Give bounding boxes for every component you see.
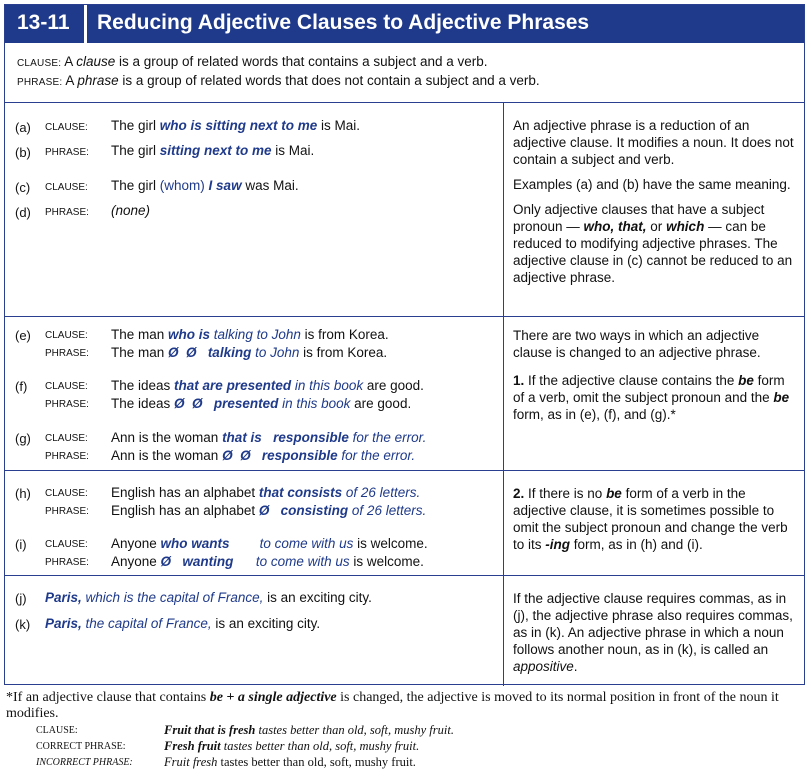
definition-term: phrase bbox=[77, 73, 119, 88]
example-d: (none) bbox=[111, 203, 151, 218]
section-3-explanation: 2. If there is no be form of a verb in the adjective clause, it is sometimes possible to omit the subject pronoun and change the verb to its -ing form, as in (h) and (i). bbox=[513, 486, 788, 552]
example-h-phrase: English has an alphabet Ø consisting of 26 letters. bbox=[111, 503, 427, 518]
example-e-clause: The man who is talking to John is from Korea. bbox=[111, 327, 389, 342]
example-h-clause: English has an alphabet that consists of 26 letters. bbox=[111, 485, 421, 500]
example-b: The girl sitting next to me is Mai. bbox=[111, 143, 315, 158]
definition-label: CLAUSE: bbox=[17, 58, 62, 69]
example-f-clause: The ideas that are presented in this book are good. bbox=[111, 378, 424, 393]
example-f-phrase: The ideas Ø Ø presented in this book are good. bbox=[111, 396, 412, 411]
section-4: (j) Paris, which is the capital of France, is an exciting city. (k) Paris, the capital of France, is an exciting city. If the adjective clause requires commas, as in (j), the adjective phrase also requires commas, as in (k). An adjective phrase in which a noun follows another noun, as in (k), is called an appositive. bbox=[5, 575, 804, 686]
example-a: The girl who is sitting next to me is Mai. bbox=[111, 118, 361, 133]
definition-term: clause bbox=[76, 54, 116, 69]
example-i-clause: Anyone who wants to come with us is welcome. bbox=[111, 536, 428, 551]
section-1-explanation: An adjective phrase is a reduction of an adjective clause. It modifies a noun. It does not contain a subject and verb. Examples (a) and (b) have the same meaning. Only adjective clauses that have a subject pronoun — who, that, or which — can be reduced to modifying adjective phrases. The adjective clause in (c) cannot be reduced to an adjective phrase. bbox=[513, 118, 794, 285]
definitions bbox=[17, 53, 540, 91]
example-g-phrase: Ann is the woman Ø Ø responsible for the error. bbox=[111, 448, 416, 463]
footnote-clause: Fruit that is fresh tastes better than old, soft, mushy fruit. bbox=[164, 723, 454, 737]
example-k: Paris, the capital of France, is an exciting city. bbox=[45, 616, 321, 631]
example-i-phrase: Anyone Ø wanting to come with us is welcome. bbox=[111, 554, 424, 569]
footnote-incorrect: Fruit fresh tastes better than old, soft, mushy fruit. bbox=[164, 755, 416, 769]
chart-number: 13-11 bbox=[17, 11, 70, 34]
chart-box bbox=[4, 4, 805, 685]
section-4-explanation: If the adjective clause requires commas, as in (j), the adjective phrase also requires commas, as in (k). An adjective phrase in which a noun follows another noun, as in (k), is called an appositive. bbox=[513, 591, 793, 674]
footnote-correct: Fresh fruit tastes better than old, soft, mushy fruit. bbox=[164, 739, 420, 753]
definition-phrase: PHRASE: A phrase is a group of related words that does not contain a subject and a verb. bbox=[17, 73, 540, 88]
section-2-explanation: There are two ways in which an adjective clause is changed to an adjective phrase. 1. If the adjective clause contains the be form of a verb, omit the subject pronoun and the be form, as in (e), (f), and (g).* bbox=[513, 328, 790, 422]
section-1: (a) CLAUSE: The girl who is sitting next to me is Mai. (b) PHRASE: The girl sitting next to me is Mai. (c) CLAUSE: The girl (whom) I saw was Mai. (d) PHRASE: (none) An adjective phrase is a reduction of an adjective clause. It modifies a noun. It does not contain a subject and verb. Examples (a) and (b) have the same meaning. Only adjective clauses that have a subject pronoun — who, that, or which — can be reduced to modifying adjective phrases. The adjective clause in (c) cannot be reduced to an adjective phrase. bbox=[5, 102, 804, 317]
title-separator bbox=[84, 5, 87, 43]
example-e-phrase: The man Ø Ø talking to John is from Korea. bbox=[111, 345, 388, 360]
example-g-clause: Ann is the woman that is responsible for the error. bbox=[111, 430, 427, 445]
example-j: Paris, which is the capital of France, is an exciting city. bbox=[45, 590, 372, 605]
footnote: *If an adjective clause that contains be + a single adjective is changed, the adjective is moved to its normal position in front of the noun it modifies. bbox=[6, 690, 779, 721]
section-3: (h) CLAUSE: English has an alphabet that consists of 26 letters. PHRASE: English has an alphabet Ø consisting of 26 letters. (i) CLAUSE: Anyone who wants to come with us is welcome. PHRASE: Anyone Ø wanting to come with us is welcome. 2. If there is no be form of a verb in the adjective clause, it is sometimes possible to omit the subject pronoun and change the verb to its -ing form, as in (h) and (i). bbox=[5, 470, 804, 576]
definition-label: PHRASE: bbox=[17, 77, 63, 88]
section-2: (e) CLAUSE: The man who is talking to John is from Korea. PHRASE: The man Ø Ø talking to John is from Korea. (f) CLAUSE: The ideas that are presented in this book are good. PHRASE: The ideas Ø Ø presented in this book are good. (g) CLAUSE: Ann is the woman that is responsible for the error. PHRASE: Ann is the woman Ø Ø responsible for the error. There are two ways in which an adjective clause is changed to an adjective phrase. 1. If the adjective clause contains the be form of a verb, omit the subject pronoun and the be form, as in (e), (f), and (g).* bbox=[5, 316, 804, 471]
example-c: The girl (whom) I saw was Mai. bbox=[111, 178, 299, 193]
chart-title: Reducing Adjective Clauses to Adjective Phrases bbox=[97, 11, 590, 34]
title-bar bbox=[5, 5, 804, 43]
definition-clause: CLAUSE: A clause is a group of related words that contains a subject and a verb. bbox=[17, 54, 488, 69]
